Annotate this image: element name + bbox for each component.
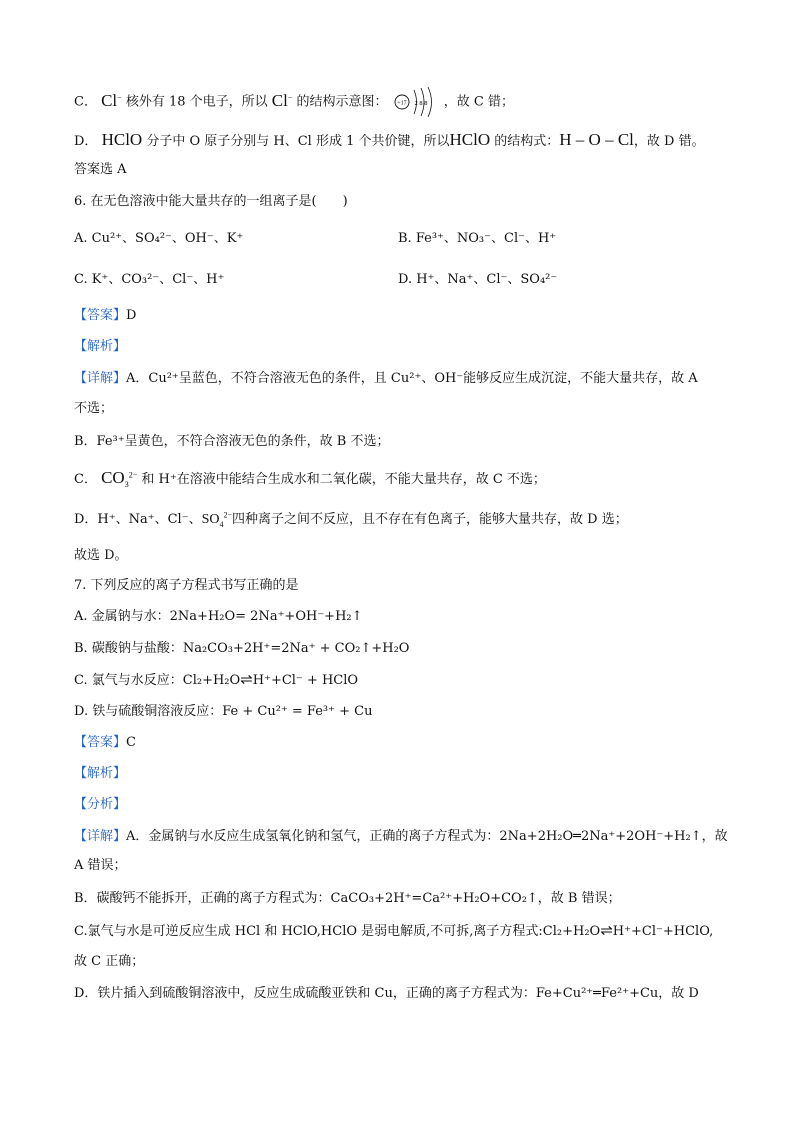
answer-tag: 【答案】 — [74, 308, 127, 323]
ion-charge: − — [117, 92, 122, 102]
q6-detail-3 — [74, 469, 546, 489]
line-text: ，故 D 错。 — [633, 134, 705, 149]
answer-line-c — [74, 86, 514, 118]
q7-fenxi-tag: 【分析】 — [74, 797, 127, 812]
option-text: H⁺+Cl⁻ + HClO — [252, 673, 359, 688]
ion-charge: 2− — [223, 510, 232, 520]
ion-symbol: SO — [201, 512, 220, 527]
detail-text: C.氯气与水是可逆反应生成 HCl 和 HClO,HClO 是弱电解质,不可拆,离子方程式:Cl₂+H₂O — [74, 924, 601, 939]
equilibrium-arrow-icon: ⇌ — [600, 923, 613, 939]
q7-detail-4: D．铁片插入到硫酸铜溶液中，反应生成硫酸亚铁和 Cu，正确的离子方程式为：Fe+Cu²⁺═Fe²⁺+Cu，故 D — [74, 986, 699, 1001]
question-6-stem: 6. 在无色溶液中能大量共存的一组离子是( ) — [74, 194, 348, 209]
detail-tag: 【详解】 — [74, 371, 127, 386]
answer-line-d — [74, 131, 705, 151]
equilibrium-arrow-icon: ⇌ — [240, 672, 253, 688]
q7-detail-3b: 故 C 正确； — [74, 954, 145, 969]
question-7-stem: 7. 下列反应的离子方程式书写正确的是 — [74, 578, 299, 593]
q6-detail-2: B．Fe³⁺呈黄色，不符合溶液无色的条件，故 B 不选； — [74, 434, 390, 449]
q7-detail-1 — [74, 828, 728, 846]
q7-option-a: A. 金属钠与水：2Na+H₂O= 2Na⁺+OH⁻+H₂↑ — [74, 609, 363, 624]
q7-option-d: D. 铁与硫酸铜溶液反应：Fe + Cu²⁺ = Fe³⁺ + Cu — [74, 704, 373, 719]
answer-value: D — [126, 308, 137, 323]
line-prefix: D． — [74, 134, 98, 149]
answer-conclusion-5: 答案选 A — [74, 162, 127, 177]
detail-text: H⁺+Cl⁻+HClO, — [612, 924, 714, 939]
detail-tag: 【详解】 — [74, 829, 127, 844]
q6-detail-4 — [74, 511, 628, 529]
nucleus-label: +17 — [396, 100, 407, 107]
line-text: 分子中 O 原子分别与 H、Cl 形成 1 个共价键，所以 — [142, 134, 450, 149]
q7-detail-3 — [74, 922, 713, 941]
q6-option-b: B. Fe³⁺、NO₃⁻、Cl⁻、H⁺ — [398, 231, 557, 246]
q6-option-a: A. Cu²⁺、SO₄²⁻、OH⁻、K⁺ — [74, 231, 244, 246]
line-text: 核外有 18 个电子，所以 — [125, 94, 268, 110]
q7-analysis-tag: 【解析】 — [74, 766, 127, 781]
q6-analysis-tag: 【解析】 — [74, 339, 127, 354]
detail-prefix: C． — [74, 472, 97, 487]
ion-charge: 2− — [128, 470, 138, 480]
structural-formula: H – O – Cl — [559, 130, 634, 149]
detail-text: A．Cu²⁺呈蓝色，不符合溶液无色的条件，且 Cu²⁺、OH⁻能够反应生成沉淀，不能大量共存，故 A — [126, 371, 698, 386]
molecule-name: HClO — [101, 130, 143, 149]
line-prefix: C． — [74, 94, 97, 110]
answer-tag: 【答案】 — [74, 735, 127, 750]
atom-structure-diagram — [394, 86, 438, 118]
q6-option-d: D. H⁺、Na⁺、Cl⁻、SO₄²⁻ — [398, 272, 558, 287]
detail-text: 四种离子之间不反应，且不存在有色离子，能够大量共存，故 D 选； — [232, 512, 628, 527]
ion-subscript: 3 — [124, 479, 129, 489]
q6-option-c: C. K⁺、CO₃²⁻、Cl⁻、H⁺ — [74, 272, 225, 287]
sulfate-ion — [202, 511, 232, 529]
carbonate-ion — [101, 469, 137, 489]
ion-symbol: CO — [101, 468, 125, 487]
ion-subscript: 4 — [219, 519, 224, 529]
option-text: C. 氯气与水反应：Cl₂+H₂O — [74, 673, 241, 688]
molecule-name: HClO — [449, 130, 491, 149]
answer-value: C — [126, 735, 136, 750]
q7-option-b: B. 碳酸钠与盐酸：Na₂CO₃+2H⁺=2Na⁺ + CO₂↑+H₂O — [74, 641, 410, 656]
line-text: ，故 C 错； — [443, 94, 514, 110]
ion-charge: − — [287, 92, 293, 102]
detail-prefix: D．H⁺、Na⁺、Cl⁻、 — [74, 512, 202, 527]
q6-detail-1 — [74, 370, 698, 388]
line-text: 的结构示意图： — [296, 94, 388, 110]
q7-answer — [74, 734, 136, 752]
ion-symbol: Cl — [271, 90, 288, 110]
detail-text: 和 H⁺在溶液中能结合生成水和二氧化碳，不能大量共存，故 C 不选； — [141, 472, 546, 487]
q7-option-c — [74, 671, 358, 690]
q7-detail-2: B．碳酸钙不能拆开，正确的离子方程式为：CaCO₃+2H⁺=Ca²⁺+H₂O+CO₂↑，故 B 错误； — [74, 891, 621, 906]
ion-symbol: Cl — [101, 90, 118, 110]
shell-electrons: 2 8 8 — [414, 100, 428, 107]
q6-conclusion: 故选 D。 — [74, 548, 128, 563]
line-text: 的结构式： — [490, 134, 560, 149]
q6-detail-1b: 不选； — [74, 401, 114, 416]
q7-detail-1b: A 错误； — [74, 858, 127, 873]
detail-text: A．金属钠与水反应生成氢氧化钠和氢气，正确的离子方程式为：2Na+2H₂O═2Na⁺+2OH⁻+H₂↑，故 — [126, 829, 728, 844]
chloride-ion-2 — [272, 92, 293, 112]
q6-answer — [74, 307, 136, 325]
chloride-ion — [101, 92, 122, 112]
